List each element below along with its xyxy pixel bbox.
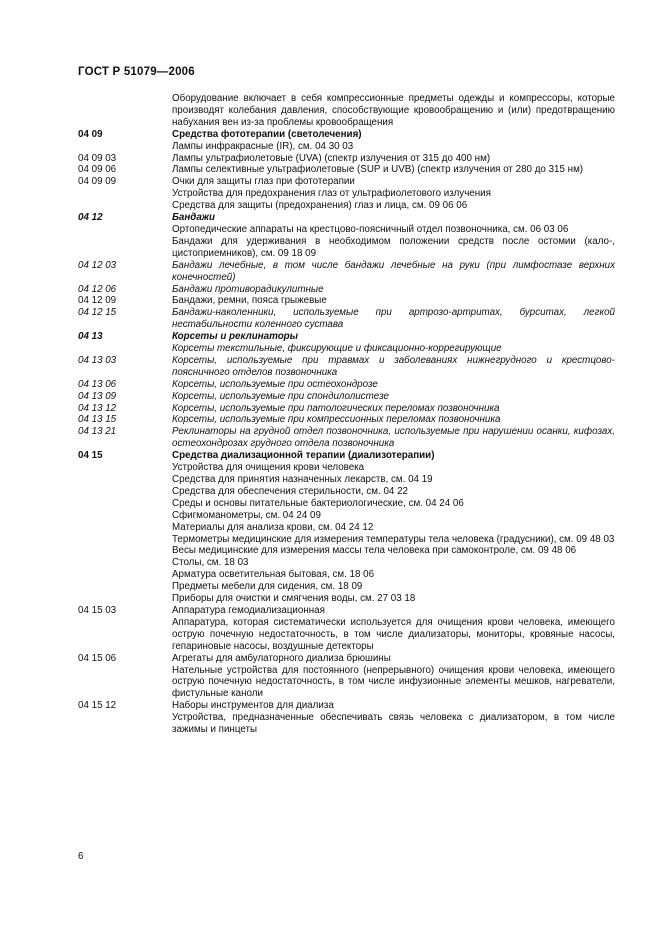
list-row — [78, 93, 615, 129]
classification-list — [78, 93, 615, 736]
row-code: 04 13 21 — [78, 426, 117, 438]
list-row — [78, 176, 615, 188]
list-row — [78, 224, 615, 236]
row-code: 04 12 09 — [78, 295, 117, 307]
row-code: 04 09 09 — [78, 176, 117, 188]
list-row — [78, 581, 615, 593]
row-code: 04 15 — [78, 450, 103, 462]
row-code — [78, 343, 172, 355]
row-text: Средства для принятия назначенных лекарств, см. 04 19 — [172, 474, 433, 485]
list-row — [78, 260, 615, 284]
row-text: Нательные устройства для постоянного (непрерывного) очищения крови человека, имеющего острую почечную недостаточность, в том числе инфузионные элементы мешков, нагреватели, фистульные каноли — [172, 664, 615, 700]
row-text: Бандажи для удерживания в необходимом положении средств после остомии (кало-, цистоприемников), см. 09 18 09 — [172, 235, 615, 259]
row-code: 04 15 12 — [78, 700, 117, 712]
row-text: Средства диализационной терапии (диализотерапии) — [172, 450, 435, 462]
list-row — [78, 414, 615, 426]
row-code — [78, 557, 172, 569]
row-text: Лампы селективные ультрафиолетовые (SUP и UVB) (спектр излучения от 280 до 315 нм) — [172, 164, 584, 176]
list-row — [78, 462, 615, 474]
row-code — [78, 581, 172, 593]
list-row — [78, 284, 615, 296]
list-row — [78, 343, 615, 355]
list-row — [78, 379, 615, 391]
list-row — [78, 200, 615, 212]
row-text: Устройства, предназначенные обеспечивать связь человека с диализатором, в том числе зажимы и пинцеты — [172, 712, 615, 736]
document-header: ГОСТ Р 51079—2006 — [78, 66, 195, 78]
row-text: Корсеты, используемые при компрессионных переломах позвоночника — [172, 414, 501, 426]
row-text: Столы, см. 18 03 — [172, 557, 249, 569]
row-text: Аппаратура, которая систематически используется для очищения крови человека, имеющего острую почечную недостаточность, в том числе диализаторы, мониторы, кровяные насосы, гепариновые насосы, воздушные детекторы — [172, 616, 615, 652]
list-row — [78, 391, 615, 403]
row-text: Термометры медицинские для измерения температуры тела человека (градусники), см. 09 48 03 — [172, 533, 615, 545]
list-row — [78, 510, 615, 522]
list-row — [78, 593, 615, 605]
row-code — [78, 593, 172, 605]
row-code — [78, 498, 172, 510]
list-row — [78, 295, 615, 307]
row-text: Оборудование включает в себя компрессионные предметы одежды и компрессоры, которые производят колебания давления, способствующие кровообращению и (или) предотвращению набухания вен из-за проблемы кровообращения — [172, 93, 615, 128]
section-heading-row — [78, 129, 615, 141]
row-code: 04 09 06 — [78, 164, 117, 176]
row-text: Бандажи лечебные, в том числе бандажи лечебные на руки (при лимфостазе верхних конечностей) — [172, 259, 615, 283]
list-row — [78, 534, 615, 546]
row-code: 04 12 03 — [78, 259, 117, 271]
list-row — [78, 605, 615, 617]
list-row — [78, 153, 615, 165]
row-text: Устройства для предохранения глаз от ультрафиолетового излучения — [172, 188, 491, 200]
row-code: 04 13 — [78, 331, 103, 343]
list-row — [78, 700, 615, 712]
row-text: Арматура осветительная бытовая, см. 18 06 — [172, 569, 375, 581]
list-row — [78, 236, 615, 260]
row-code — [78, 462, 172, 474]
row-text: Бандажи противорадикулитные — [172, 283, 324, 295]
row-code — [78, 486, 172, 498]
row-text: Корсеты и реклинаторы — [172, 331, 299, 343]
list-row — [78, 498, 615, 510]
row-text: Средства фототерапии (светолечения) — [172, 128, 362, 140]
row-text: Приборы для очистки и смягчения воды, см. 27 03 18 — [172, 593, 416, 605]
list-row — [78, 164, 615, 176]
row-text: Корсеты, используемые при спондилолистезе — [172, 390, 389, 402]
list-row — [78, 307, 615, 331]
row-text: Корсеты текстильные, фиксирующие и фиксационно-коррегирующие — [172, 343, 502, 355]
row-code — [78, 712, 172, 736]
row-code: 04 13 09 — [78, 390, 117, 402]
row-text: Средства для обеспечения стерильности, см. 04 22 — [172, 485, 408, 497]
row-text: Бандажи, ремни, пояса грыжевые — [172, 295, 327, 307]
list-row — [78, 403, 615, 415]
row-text: Корсеты, используемые при остеохондрозе — [172, 378, 378, 390]
row-code — [78, 236, 172, 260]
list-row — [78, 474, 615, 486]
row-text: Лампы ультрафиолетовые (UVA) (спектр излучения от 315 до 400 нм) — [172, 152, 491, 164]
row-code — [78, 141, 172, 153]
row-code: 04 13 03 — [78, 354, 117, 366]
list-row — [78, 557, 615, 569]
row-code — [78, 510, 172, 522]
row-text: Бандажи — [172, 212, 216, 224]
row-code: 04 09 — [78, 128, 103, 140]
row-code — [78, 224, 172, 236]
row-code: 04 12 — [78, 212, 103, 224]
row-text: Сфигмоманометры, см. 04 24 09 — [172, 509, 321, 521]
row-code: 04 15 03 — [78, 604, 117, 616]
row-code — [78, 93, 172, 129]
row-code: 04 09 03 — [78, 152, 117, 164]
row-code — [78, 569, 172, 581]
list-row — [78, 141, 615, 153]
list-row — [78, 355, 615, 379]
row-code — [78, 665, 172, 701]
list-row — [78, 665, 615, 701]
row-text: Бандажи-наколенники, используемые при артрозо-артритах, бурситах, легкой нестабильности коленного сустава — [172, 307, 615, 331]
row-code — [78, 188, 172, 200]
row-code — [78, 545, 172, 557]
row-text: Корсеты, используемые при патологических переломах позвоночника — [172, 402, 500, 414]
list-row — [78, 569, 615, 581]
row-text: Устройства для очищения крови человека — [172, 462, 365, 474]
list-row — [78, 426, 615, 450]
row-code — [78, 200, 172, 212]
row-text: Агрегаты для амбулаторного диализа брюшины — [172, 652, 391, 664]
row-code: 04 12 15 — [78, 307, 117, 319]
row-text: Очки для защиты глаз при фототерапии — [172, 176, 355, 188]
section-heading-row — [78, 331, 615, 343]
row-text: Реклинаторы на грудной отдел позвоночника, используемые при нарушении осанки, кифозах, остеохондрозах грудного отдела позвоночника — [172, 426, 615, 450]
row-text: Наборы инструментов для диализа — [172, 700, 334, 712]
list-row — [78, 522, 615, 534]
page-number: 6 — [78, 851, 84, 862]
row-code — [78, 617, 172, 653]
row-code: 04 13 12 — [78, 402, 117, 414]
list-row — [78, 712, 615, 736]
row-text: Аппаратура гемодиализационная — [172, 604, 325, 616]
row-text: Лампы инфракрасные (IR), см. 04 30 03 — [172, 140, 354, 152]
row-code: 04 13 15 — [78, 414, 117, 426]
section-heading-row — [78, 212, 615, 224]
list-row — [78, 653, 615, 665]
row-text: Весы медицинские для измерения массы тела человека при самоконтроле, см. 09 48 06 — [172, 545, 577, 557]
row-code: 04 12 06 — [78, 283, 117, 295]
row-text: Среды и основы питательные бактериологические, см. 04 24 06 — [172, 497, 464, 509]
row-code — [78, 522, 172, 534]
list-row — [78, 617, 615, 653]
row-text: Ортопедические аппараты на крестцово-поясничный отдел позвоночника, см. 06 03 06 — [172, 223, 569, 235]
row-text: Средства для защиты (предохранения) глаз и лица, см. 09 06 06 — [172, 200, 468, 212]
list-row — [78, 486, 615, 498]
list-row — [78, 545, 615, 557]
list-row — [78, 188, 615, 200]
row-text: Предметы мебели для сидения, см. 18 09 — [172, 581, 363, 593]
row-code: 04 15 06 — [78, 652, 117, 664]
row-text: Корсеты, используемые при травмах и заболеваниях нижнегрудного и крестцово-поясничного отделов позвоночника — [172, 354, 615, 378]
section-heading-row — [78, 450, 615, 462]
row-code — [78, 534, 172, 546]
row-code: 04 13 06 — [78, 378, 117, 390]
row-code — [78, 474, 172, 486]
row-text: Материалы для анализа крови, см. 04 24 12 — [172, 521, 374, 533]
